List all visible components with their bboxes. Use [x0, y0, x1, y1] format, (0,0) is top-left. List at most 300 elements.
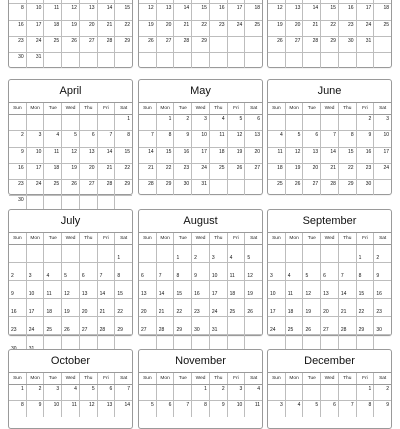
- day-cell: [338, 0, 356, 3]
- day-cell: [209, 317, 227, 334]
- month-card: [8, 209, 133, 336]
- day-cell: [268, 401, 285, 416]
- day-cell: [373, 53, 391, 68]
- day-cell: [244, 164, 262, 179]
- week-row: [9, 21, 132, 37]
- day-number: 21: [330, 164, 336, 171]
- month-card: [138, 0, 263, 68]
- day-cell: [26, 21, 44, 36]
- day-cell: [227, 245, 245, 262]
- weekday-label: Fri: [97, 103, 115, 114]
- day-cell: [244, 180, 262, 195]
- day-number: 21: [312, 21, 319, 28]
- day-number: 2: [11, 273, 14, 280]
- day-cell: [191, 4, 209, 19]
- day-cell: [173, 385, 191, 400]
- week-row: [9, 263, 132, 281]
- day-number: 3: [204, 116, 207, 122]
- day-cell: [26, 245, 44, 262]
- day-number: 21: [183, 21, 190, 28]
- day-cell: [338, 401, 356, 416]
- day-cell: [373, 385, 391, 400]
- day-number: 13: [141, 291, 147, 298]
- weekday-label: Sun: [143, 236, 152, 241]
- week-row: [268, 180, 391, 195]
- weekday-label: Wed: [191, 373, 209, 384]
- day-cell: [173, 401, 191, 416]
- weekday-label: Thu: [79, 373, 97, 384]
- day-number: 19: [305, 309, 311, 316]
- day-number: 2: [386, 386, 390, 392]
- day-cell: [338, 317, 356, 334]
- day-cell: [302, 281, 320, 298]
- weekday-label: Wed: [191, 103, 209, 114]
- day-number: 17: [270, 309, 276, 316]
- day-number: 3: [386, 116, 390, 122]
- day-number: 17: [236, 5, 243, 12]
- day-number: 22: [124, 21, 131, 28]
- day-cell: [43, 180, 61, 195]
- day-cell: [268, 385, 285, 400]
- day-cell: [244, 115, 262, 130]
- day-cell: [373, 21, 391, 36]
- day-cell: [268, 148, 285, 163]
- day-number: 21: [99, 309, 106, 316]
- day-number: 30: [194, 327, 200, 334]
- day-cell: [156, 131, 174, 146]
- day-number: 20: [89, 21, 95, 28]
- day-cell: [26, 148, 44, 163]
- weekday-label: Fri: [227, 373, 245, 384]
- day-number: 13: [254, 132, 261, 139]
- month-card: [267, 0, 392, 68]
- day-cell: [156, 245, 174, 262]
- weekday-header: [9, 102, 132, 115]
- week-row: [9, 317, 132, 335]
- day-cell: [43, 21, 61, 36]
- week-row: [9, 148, 132, 164]
- day-cell: [9, 317, 26, 334]
- day-number: 25: [287, 327, 294, 334]
- week-row: [268, 37, 391, 53]
- day-number: 31: [365, 37, 372, 44]
- day-number: 27: [89, 181, 95, 188]
- day-cell: [114, 4, 132, 19]
- day-number: 9: [194, 273, 197, 280]
- day-number: 5: [239, 116, 243, 122]
- day-cell: [26, 131, 44, 146]
- day-cell: [79, 263, 97, 280]
- day-cell: [244, 0, 262, 3]
- weekday-label: Wed: [320, 103, 338, 114]
- day-cell: [97, 245, 115, 262]
- day-cell: [320, 0, 338, 3]
- day-number: 7: [350, 402, 354, 409]
- day-cell: [114, 263, 132, 280]
- day-number: 2: [38, 386, 42, 392]
- day-cell: [61, 131, 79, 146]
- day-number: 24: [365, 21, 372, 28]
- day-cell: [114, 131, 132, 146]
- day-cell: [209, 180, 227, 195]
- day-number: 17: [383, 148, 390, 155]
- day-cell: [356, 115, 374, 130]
- day-cell: [173, 263, 191, 280]
- day-cell: [79, 281, 97, 298]
- day-number: 18: [53, 164, 60, 171]
- day-number: 1: [127, 116, 131, 122]
- day-number: 20: [323, 309, 329, 316]
- day-cell: [114, 245, 132, 262]
- day-cell: [244, 131, 262, 146]
- day-cell: [268, 21, 285, 36]
- day-cell: [26, 401, 44, 416]
- day-number: 17: [35, 164, 42, 171]
- week-row: [9, 53, 132, 68]
- day-number: 13: [294, 5, 301, 12]
- day-cell: [191, 263, 209, 280]
- day-number: 11: [53, 148, 60, 155]
- weekday-label: Tue: [302, 233, 320, 244]
- day-number: 5: [64, 273, 67, 280]
- day-number: 11: [71, 402, 77, 409]
- day-number: 26: [64, 327, 70, 334]
- weekday-label: Sun: [143, 106, 152, 111]
- day-cell: [9, 299, 26, 316]
- day-number: 20: [312, 164, 319, 171]
- day-number: 29: [117, 327, 123, 334]
- day-cell: [173, 148, 191, 163]
- month-title: November: [175, 355, 226, 367]
- day-number: 30: [376, 327, 382, 334]
- day-number: 19: [277, 21, 283, 28]
- day-cell: [191, 164, 209, 179]
- day-number: 12: [89, 402, 95, 409]
- day-cell: [43, 299, 61, 316]
- day-cell: [320, 317, 338, 334]
- day-number: 24: [201, 164, 207, 171]
- day-cell: [173, 115, 191, 130]
- day-number: 25: [219, 164, 225, 171]
- weekday-header: [139, 102, 262, 115]
- weekday-label: Fri: [97, 373, 115, 384]
- day-cell: [268, 115, 285, 130]
- day-cell: [356, 317, 374, 334]
- day-number: 13: [312, 148, 319, 155]
- day-cell: [373, 131, 391, 146]
- day-cell: [156, 263, 174, 280]
- day-cell: [285, 53, 303, 68]
- day-number: 23: [18, 37, 24, 44]
- day-number: 6: [91, 132, 95, 139]
- day-cell: [43, 281, 61, 298]
- day-cell: [139, 317, 156, 334]
- day-cell: [285, 385, 303, 400]
- day-number: 8: [20, 402, 24, 409]
- day-cell: [26, 299, 44, 316]
- day-number: 26: [148, 37, 154, 44]
- day-cell: [356, 164, 374, 179]
- week-row: [139, 53, 262, 68]
- day-cell: [97, 299, 115, 316]
- day-cell: [114, 299, 132, 316]
- day-number: 22: [165, 164, 172, 171]
- day-cell: [173, 299, 191, 316]
- day-number: 19: [236, 148, 243, 155]
- day-cell: [356, 131, 374, 146]
- week-row: [139, 148, 262, 164]
- day-number: 25: [46, 327, 52, 334]
- day-cell: [173, 53, 191, 68]
- day-number: 27: [165, 37, 172, 44]
- day-cell: [285, 299, 303, 316]
- day-number: 2: [194, 255, 197, 262]
- day-cell: [156, 115, 174, 130]
- day-cell: [373, 317, 391, 334]
- day-cell: [268, 263, 285, 280]
- day-number: 18: [46, 309, 52, 316]
- day-cell: [302, 0, 320, 3]
- day-cell: [79, 299, 97, 316]
- day-cell: [244, 401, 262, 416]
- day-number: 7: [340, 273, 344, 280]
- day-number: 10: [270, 291, 276, 298]
- day-cell: [320, 37, 338, 52]
- day-cell: [26, 385, 44, 400]
- day-cell: [268, 180, 285, 195]
- week-row: [268, 401, 391, 416]
- day-cell: [320, 401, 338, 416]
- day-number: 29: [165, 181, 172, 188]
- day-number: 3: [270, 273, 273, 280]
- day-cell: [320, 131, 338, 146]
- weekday-label: Thu: [209, 373, 227, 384]
- day-cell: [139, 245, 156, 262]
- day-cell: [320, 164, 338, 179]
- day-cell: [320, 115, 338, 130]
- day-cell: [156, 37, 174, 52]
- day-cell: [302, 263, 320, 280]
- day-number: 9: [386, 402, 390, 409]
- day-number: 26: [247, 309, 253, 316]
- day-number: 20: [294, 21, 301, 28]
- day-number: 3: [28, 273, 32, 280]
- day-cell: [43, 148, 61, 163]
- day-cell: [139, 263, 156, 280]
- weekday-label: Sun: [13, 106, 22, 111]
- month-title: June: [317, 85, 342, 97]
- day-number: 20: [89, 164, 95, 171]
- weekday-label: Sun: [272, 236, 281, 241]
- day-cell: [356, 401, 374, 416]
- day-number: 14: [99, 291, 106, 298]
- day-number: 13: [165, 5, 172, 12]
- weekday-label: Tue: [173, 103, 191, 114]
- day-cell: [97, 180, 115, 195]
- week-row: [139, 317, 262, 335]
- day-cell: [285, 115, 303, 130]
- day-cell: [227, 299, 245, 316]
- weekday-label: Sat: [244, 233, 262, 244]
- month-title: July: [60, 215, 81, 227]
- day-cell: [79, 4, 97, 19]
- day-cell: [114, 317, 132, 334]
- day-number: 27: [81, 327, 88, 334]
- day-cell: [373, 115, 391, 130]
- day-cell: [139, 401, 156, 416]
- day-cell: [244, 281, 262, 298]
- weekday-label: Tue: [43, 103, 61, 114]
- day-cell: [285, 164, 303, 179]
- day-number: 22: [117, 309, 123, 316]
- day-cell: [43, 131, 61, 146]
- day-cell: [156, 53, 174, 68]
- day-number: 15: [176, 291, 182, 298]
- day-cell: [285, 37, 303, 52]
- day-number: 27: [323, 327, 329, 334]
- weekday-header: [9, 372, 132, 385]
- day-number: 20: [81, 309, 88, 316]
- week-row: [268, 164, 391, 180]
- day-cell: [79, 37, 97, 52]
- day-cell: [227, 263, 245, 280]
- day-cell: [373, 263, 391, 280]
- day-cell: [26, 115, 44, 130]
- day-cell: [114, 385, 132, 400]
- week-row: [268, 148, 391, 164]
- day-number: 16: [365, 148, 372, 155]
- day-number: 4: [297, 402, 301, 409]
- day-cell: [191, 21, 209, 36]
- day-cell: [173, 180, 191, 195]
- day-cell: [97, 385, 115, 400]
- day-cell: [61, 263, 79, 280]
- day-cell: [191, 180, 209, 195]
- day-number: 8: [117, 273, 121, 280]
- day-cell: [173, 131, 191, 146]
- day-cell: [209, 263, 227, 280]
- weekday-label: Thu: [79, 103, 97, 114]
- weekday-label: Fri: [227, 103, 245, 114]
- day-cell: [244, 299, 262, 316]
- day-number: 22: [330, 21, 336, 28]
- day-cell: [156, 148, 174, 163]
- day-number: 24: [35, 37, 42, 44]
- day-cell: [285, 281, 303, 298]
- day-number: 25: [383, 21, 390, 28]
- day-cell: [373, 148, 391, 163]
- day-number: 13: [323, 291, 329, 298]
- day-cell: [61, 164, 79, 179]
- day-number: 29: [176, 327, 182, 334]
- day-number: 5: [74, 132, 77, 139]
- day-cell: [139, 53, 156, 68]
- weekday-label: Fri: [356, 103, 374, 114]
- day-number: 6: [333, 402, 336, 409]
- day-cell: [139, 164, 156, 179]
- day-cell: [209, 53, 227, 68]
- day-number: 9: [221, 402, 225, 409]
- day-number: 16: [18, 164, 24, 171]
- day-number: 13: [89, 5, 95, 12]
- day-cell: [156, 0, 174, 3]
- day-number: 31: [35, 54, 42, 61]
- week-row: [268, 385, 391, 401]
- day-number: 14: [148, 148, 154, 155]
- day-cell: [79, 245, 97, 262]
- day-cell: [209, 37, 227, 52]
- week-row: [139, 180, 262, 195]
- day-cell: [43, 53, 61, 68]
- day-number: 18: [254, 5, 261, 12]
- week-row: [268, 53, 391, 68]
- day-number: 1: [204, 386, 207, 392]
- day-cell: [97, 37, 115, 52]
- week-row: [268, 21, 391, 37]
- day-number: 24: [236, 21, 243, 28]
- day-number: 12: [236, 132, 243, 139]
- weekday-label: Sat: [373, 103, 391, 114]
- day-cell: [9, 131, 26, 146]
- week-row: [139, 281, 262, 299]
- day-number: 15: [201, 5, 207, 12]
- day-number: 11: [254, 402, 261, 409]
- day-cell: [61, 0, 79, 3]
- day-number: 17: [211, 291, 218, 298]
- day-cell: [209, 4, 227, 19]
- day-cell: [227, 4, 245, 19]
- day-cell: [61, 245, 79, 262]
- weekday-label: Wed: [191, 233, 209, 244]
- weekday-label: Thu: [209, 103, 227, 114]
- weekday-label: Mon: [26, 373, 44, 384]
- day-cell: [79, 53, 97, 68]
- day-number: 30: [348, 37, 354, 44]
- day-cell: [156, 21, 174, 36]
- weekday-label: Tue: [173, 233, 191, 244]
- day-number: 15: [358, 291, 365, 298]
- day-number: 21: [148, 164, 154, 171]
- day-cell: [156, 385, 174, 400]
- day-cell: [139, 21, 156, 36]
- day-cell: [43, 164, 61, 179]
- day-cell: [338, 263, 356, 280]
- day-cell: [244, 148, 262, 163]
- week-row: [9, 385, 132, 401]
- day-number: 10: [53, 402, 60, 409]
- day-number: 11: [53, 5, 60, 12]
- day-cell: [97, 164, 115, 179]
- weekday-header: [139, 232, 262, 245]
- day-cell: [373, 281, 391, 298]
- day-number: 28: [106, 181, 113, 188]
- day-cell: [285, 401, 303, 416]
- day-cell: [320, 245, 338, 262]
- week-row: [139, 245, 262, 263]
- day-number: 1: [176, 255, 180, 262]
- day-cell: [114, 281, 132, 298]
- day-number: 25: [53, 181, 60, 188]
- day-number: 18: [219, 148, 225, 155]
- day-cell: [26, 53, 44, 68]
- day-cell: [43, 4, 61, 19]
- day-cell: [227, 148, 245, 163]
- day-number: 25: [277, 181, 283, 188]
- day-cell: [356, 281, 374, 298]
- day-cell: [43, 385, 61, 400]
- day-number: 14: [124, 402, 131, 409]
- day-number: 28: [106, 37, 113, 44]
